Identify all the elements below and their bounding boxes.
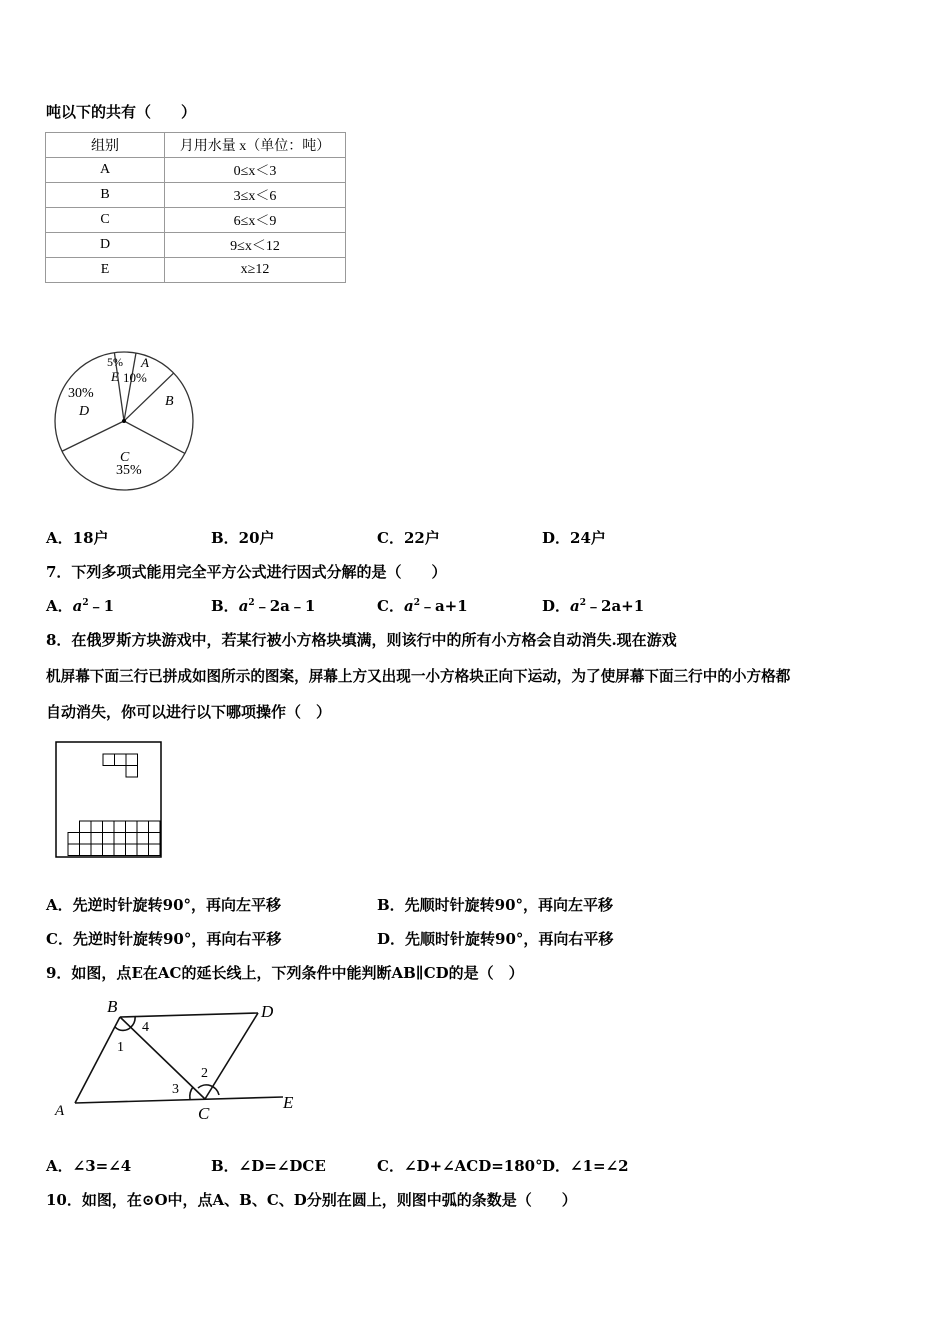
grid-cell [137, 821, 149, 833]
table-row [46, 158, 346, 183]
table-header-row [46, 133, 346, 158]
option-var: a [72, 597, 83, 615]
pie-label-a-percent: 10% [123, 370, 147, 385]
grid-cell [149, 833, 161, 845]
option-rest: ﹣a+1 [419, 597, 468, 615]
grid-cell [114, 844, 126, 856]
segment-bd [120, 1013, 258, 1017]
angle-1-label: 1 [117, 1040, 124, 1055]
grid-cell [114, 821, 126, 833]
table-row [46, 233, 346, 258]
water-usage-table [45, 132, 346, 283]
piece-cell [126, 754, 138, 766]
q6-option-a: A．18户 [46, 529, 109, 547]
pie-label-e-percent: 5% [107, 355, 123, 369]
pie-label-d-percent: 30% [68, 386, 94, 401]
pie-label-c: C [120, 450, 130, 465]
pie-label-c-percent: 35% [116, 463, 142, 478]
grid-cell [103, 821, 115, 833]
q7-option-c [377, 595, 468, 616]
table-cell: C [46, 208, 165, 233]
angle-4-label: 4 [142, 1020, 149, 1035]
grid-cell [126, 833, 138, 845]
q8-line3: 自动消失，你可以进行以下哪项操作（ ） [46, 703, 332, 721]
grid-cell [103, 833, 115, 845]
table-cell: 6≤x＜9 [165, 208, 346, 233]
grid-cell [114, 833, 126, 845]
table-cell: B [46, 183, 165, 208]
option-var: a [570, 597, 580, 615]
option-sup: 2 [248, 598, 255, 608]
table-cell: x≥12 [165, 258, 346, 283]
geometry-figure [45, 995, 305, 1125]
q6-option-d: D．24户 [542, 529, 606, 547]
pie-chart [45, 345, 205, 500]
q9-option-c: C．∠D+∠ACD=180° [377, 1157, 543, 1175]
pie-boundary-c [124, 421, 185, 453]
tetris-screen [56, 742, 161, 857]
grid-cell [91, 833, 103, 845]
pie-label-a: A [141, 355, 149, 370]
grid-cell [149, 821, 161, 833]
point-e-label: E [283, 1093, 294, 1112]
point-c-label: C [198, 1104, 210, 1123]
q9-stem: 9．如图，点E在AC的延长线上，下列条件中能判断AB∥CD的是（ ） [46, 964, 524, 982]
angle-1-arc [115, 1027, 131, 1030]
q9-option-b: B．∠D=∠DCE [211, 1157, 326, 1175]
option-var: a [403, 597, 414, 615]
q7-option-b [211, 595, 315, 616]
option-letter: C． [377, 597, 404, 615]
point-d-label: D [261, 1002, 274, 1021]
grid-cell [137, 833, 149, 845]
q8-option-d: D．先顺时针旋转90°，再向右平移 [377, 930, 614, 948]
grid-cell [149, 844, 161, 856]
grid-cell [91, 821, 103, 833]
q7-option-d [542, 595, 644, 616]
table-cell: D [46, 233, 165, 258]
piece-cell [103, 754, 115, 766]
option-letter: D． [542, 597, 571, 615]
pie-label-e: E [111, 369, 119, 384]
angle-3-arc [190, 1087, 193, 1099]
q8-option-a: A．先逆时针旋转90°，再向左平移 [46, 896, 282, 914]
option-rest: ﹣2a+1 [586, 597, 645, 615]
table-cell: A [46, 158, 165, 183]
table-row [46, 208, 346, 233]
table-cell: 3≤x＜6 [165, 183, 346, 208]
grid-cell [137, 844, 149, 856]
grid-cell [80, 844, 92, 856]
grid-cell [68, 833, 80, 845]
option-rest: ﹣2a﹣1 [254, 597, 316, 615]
grid-cell [68, 844, 80, 856]
grid-cell [126, 821, 138, 833]
piece-cell [115, 754, 127, 766]
table-header: 组别 [46, 133, 165, 158]
option-letter: B． [211, 597, 239, 615]
pie-label-b: B [165, 394, 174, 409]
option-var: a [238, 597, 249, 615]
segment-ab [75, 1017, 120, 1103]
piece-cell [126, 766, 138, 778]
angle-3-label: 3 [172, 1082, 179, 1097]
grid-cell [91, 844, 103, 856]
angle-4-arc [131, 1016, 135, 1027]
grid-cell [80, 833, 92, 845]
grid-cell [80, 821, 92, 833]
q9-option-d: D．∠1=∠2 [542, 1157, 629, 1175]
point-b-label: B [107, 997, 118, 1016]
q8-line2: 机屏幕下面三行已拼成如图所示的图案，屏幕上方又出现一小方格块正向下运动，为了使屏幕下面三行中的小方格都 [46, 668, 791, 685]
option-letter: A． [46, 597, 73, 615]
bottom-rows [68, 821, 160, 856]
falling-piece [103, 754, 138, 777]
q6-option-b: B．20户 [211, 529, 275, 547]
q10-stem: 10．如图，在⊙O中，点A、B、C、D分别在圆上，则图中弧的条数是（ ） [46, 1191, 577, 1209]
q9-option-a: A．∠3=∠4 [46, 1157, 132, 1175]
table-row [46, 258, 346, 283]
table-header: 月用水量 x（单位：吨） [165, 133, 346, 158]
pie-label-d: D [79, 404, 90, 419]
option-rest: ﹣1 [88, 597, 115, 615]
tetris-figure [55, 741, 163, 859]
table-cell: 9≤x＜12 [165, 233, 346, 258]
q6-option-c: C．22户 [377, 529, 440, 547]
table-cell: E [46, 258, 165, 283]
q8-option-b: B．先顺时针旋转90°，再向左平移 [377, 896, 614, 914]
table-cell: 0≤x＜3 [165, 158, 346, 183]
angle-2-label: 2 [201, 1066, 208, 1081]
q6-intro: 吨以下的共有（ ） [46, 103, 197, 121]
q7-option-a [46, 595, 114, 616]
point-a-label: A [55, 1103, 65, 1119]
option-sup: 2 [82, 598, 89, 608]
q8-option-c: C．先逆时针旋转90°，再向右平移 [46, 930, 282, 948]
pie-center [122, 419, 126, 423]
q7-stem: 7．下列多项式能用完全平方公式进行因式分解的是（ ） [46, 563, 447, 581]
pie-boundary-d [62, 421, 124, 451]
grid-cell [126, 844, 138, 856]
option-sup: 2 [579, 598, 587, 608]
grid-cell [103, 844, 115, 856]
segment-ae [75, 1097, 283, 1103]
q8-line1: 8．在俄罗斯方块游戏中，若某行被小方格块填满，则该行中的所有小方格会自动消失.现在游戏 [46, 631, 677, 649]
table-row [46, 183, 346, 208]
option-sup: 2 [413, 598, 420, 608]
